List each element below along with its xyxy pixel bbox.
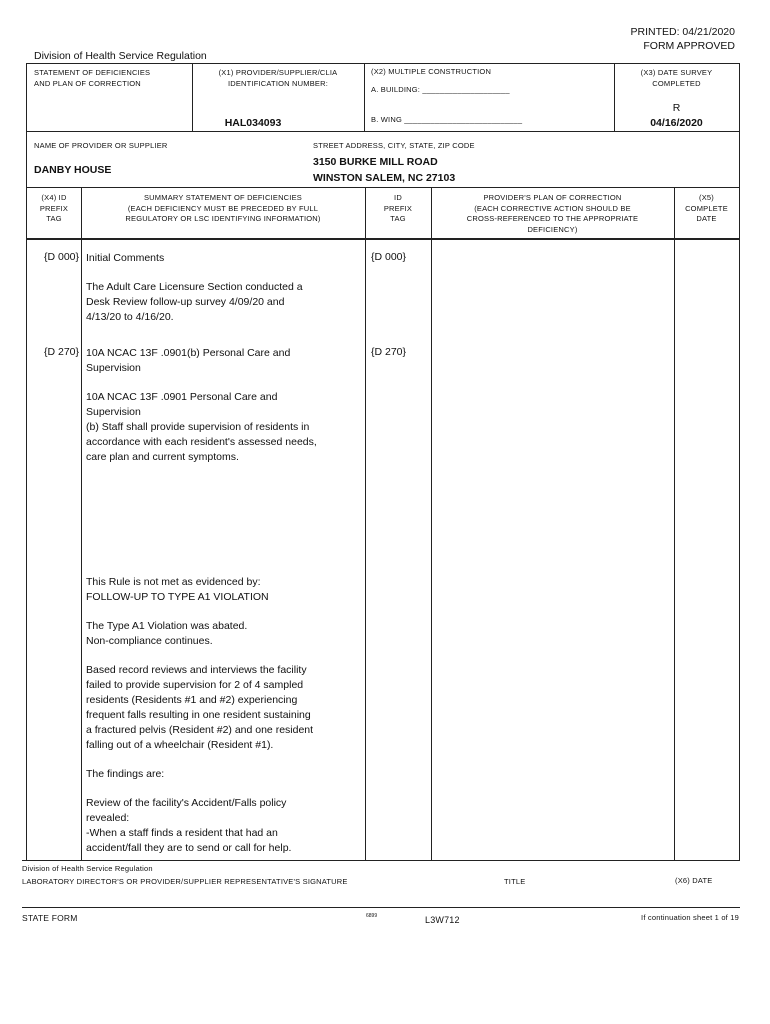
event-id: L3W712	[425, 915, 460, 925]
paragraph: 10A NCAC 13F .0901(b) Personal Care and Supervision	[86, 347, 291, 374]
col-id: ID PREFIX TAG	[383, 193, 413, 223]
paragraph: The Adult Care Licensure Section conducted a Desk Review follow-up survey 4/09/20 and 4/13/20 to 4/16/20.	[86, 281, 303, 323]
wing-field: B. WING ___________________________	[371, 115, 523, 124]
paragraph: Review of the facility's Accident/Falls policy revealed: -When a staff finds a resident that had an accident/fall they are to send or call for help.	[86, 797, 292, 854]
divider	[431, 187, 432, 860]
address-label: STREET ADDRESS, CITY, STATE, ZIP CODE	[313, 141, 475, 150]
paragraph: Initial Comments	[86, 252, 165, 264]
divider	[26, 131, 740, 132]
paragraph: 10A NCAC 13F .0901 Personal Care and Supervision (b) Staff shall provide supervision of residents in accordance with each resident's assessed needs, care plan and current symptoms.	[86, 391, 317, 463]
x2-label: (X2) MULTIPLE CONSTRUCTION	[371, 67, 492, 76]
x6-date-label: (X6) DATE	[675, 876, 713, 885]
provider-name-label: NAME OF PROVIDER OR SUPPLIER	[34, 141, 168, 150]
divider	[26, 238, 740, 240]
entry-body	[86, 251, 362, 339]
divider	[22, 907, 740, 908]
x1-label: (X1) PROVIDER/SUPPLIER/CLIA IDENTIFICATION NUMBER:	[218, 68, 338, 88]
x3-r: R	[672, 102, 681, 114]
divider	[365, 187, 366, 860]
division-title: Division of Health Service Regulation	[34, 50, 207, 62]
divider	[81, 187, 82, 860]
paragraph: This Rule is not met as evidenced by: FOLLOW-UP TO TYPE A1 VIOLATION	[86, 576, 269, 603]
paragraph: Based record reviews and interviews the facility failed to provide supervision for 2 of 4 sampled residents (Residents #1 and #2) experiencing frequent falls resulting in one resident sustaining a fractured pelvis (Resident #2) and one resident falling out of a wheelchair (Resident #1).	[86, 664, 314, 751]
form-approved: FORM APPROVED	[643, 40, 735, 52]
col-plan: PROVIDER'S PLAN OF CORRECTION (EACH CORRECTIVE ACTION SHOULD BE CROSS-REFERENCED TO THE APPROPRIATE DEFICIENCY)	[466, 193, 639, 234]
col-x4: (X4) ID PREFIX TAG	[39, 193, 69, 223]
x3-label: (X3) DATE SURVEY COMPLETED	[640, 68, 713, 88]
entry-id-tag: {D 000}	[371, 251, 407, 263]
footer-division: Division of Health Service Regulation	[22, 864, 153, 873]
divider	[674, 187, 675, 860]
x3-date: 04/16/2020	[650, 117, 703, 129]
entry-id-tag: {D 270}	[371, 346, 407, 358]
col-summary: SUMMARY STATEMENT OF DEFICIENCIES (EACH DEFICIENCY MUST BE PRECEDED BY FULL REGULATORY OR LSC IDENTIFYING INFORMATION)	[125, 193, 321, 223]
address-line1: 3150 BURKE MILL ROAD	[313, 156, 438, 168]
building-field: A. BUILDING: ____________________	[371, 85, 510, 94]
frame-left	[26, 63, 27, 860]
form-code: 6899	[366, 913, 378, 919]
frame-right	[739, 63, 740, 860]
title-label: TITLE	[504, 877, 526, 886]
frame-top	[26, 63, 740, 64]
address-line2: WINSTON SALEM, NC 27103	[313, 172, 456, 184]
continuation: If continuation sheet 1 of 19	[641, 913, 739, 922]
paragraph: The Type A1 Violation was abated. Non-compliance continues.	[86, 620, 248, 647]
entry-body	[86, 346, 362, 870]
statement-label: STATEMENT OF DEFICIENCIES AND PLAN OF CORRECTION	[34, 68, 151, 88]
state-form: STATE FORM	[22, 913, 78, 923]
entry-tag: {D 270}	[44, 346, 80, 358]
paragraph: The findings are:	[86, 768, 165, 780]
printed-date: PRINTED: 04/21/2020	[630, 26, 735, 38]
divider	[26, 187, 740, 188]
col-x5: (X5) COMPLETE DATE	[685, 193, 728, 223]
signature-label: LABORATORY DIRECTOR'S OR PROVIDER/SUPPLIER REPRESENTATIVE'S SIGNATURE	[22, 877, 348, 886]
provider-name: DANBY HOUSE	[34, 164, 112, 176]
x1-value: HAL034093	[224, 117, 282, 129]
entry-tag: {D 000}	[44, 251, 80, 263]
divider	[22, 860, 740, 861]
divider	[364, 63, 365, 131]
print-info	[631, 25, 735, 53]
